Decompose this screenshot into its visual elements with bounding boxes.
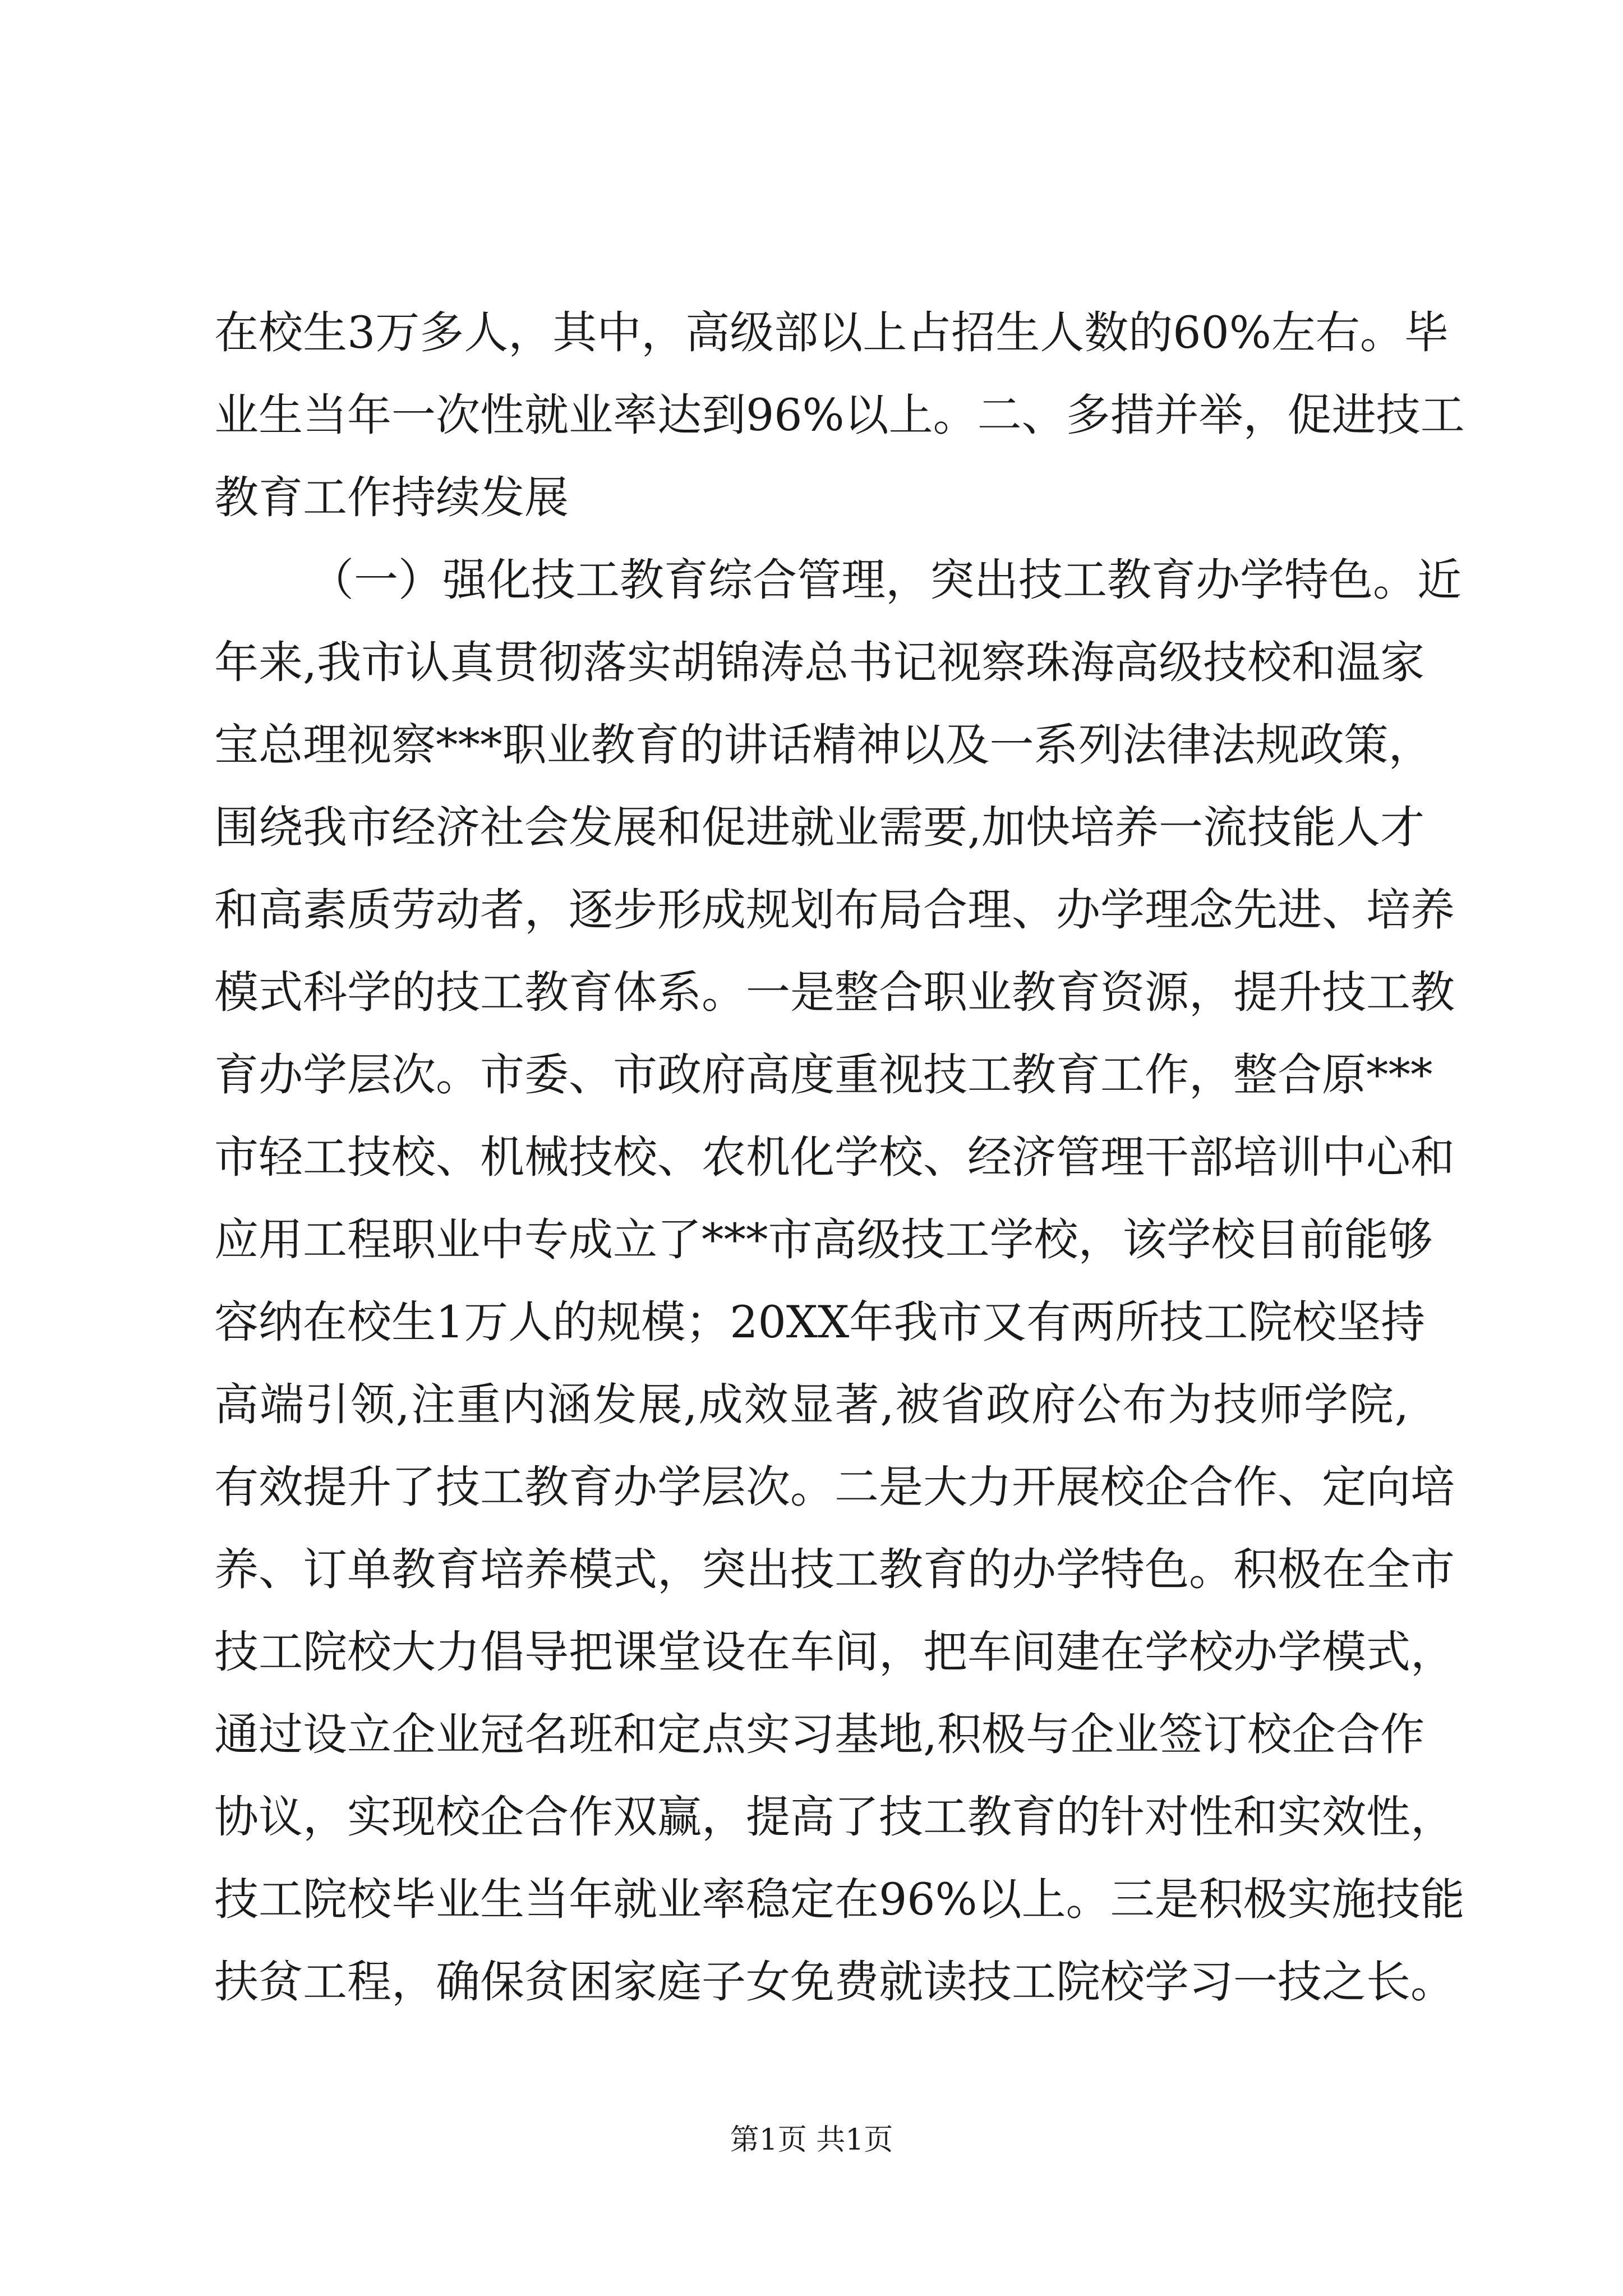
text-line: 育办学层次。市委、市政府高度重视技工教育工作，整合原*** (214, 1049, 1433, 1101)
text-line: 技工院校大力倡导把课堂设在车间，把车间建在学校办学模式， (214, 1626, 1455, 1678)
text-line: 围绕我市经济社会发展和促进就业需要,加快培养一流技能人才 (214, 802, 1425, 853)
page-footer: 第1页 共1页 (730, 2123, 893, 2157)
text-line: 通过设立企业冠名班和定点实习基地,积极与企业签订校企合作 (214, 1709, 1425, 1760)
text-line: 业生当年一次性就业率达到96%以上。二、多措并举，促进技工 (214, 389, 1465, 441)
text-line: 在校生3万多人，其中，高级部以上占招生人数的60%左右。毕 (214, 307, 1449, 358)
text-line: 和高素质劳动者，逐步形成规划布局合理、办学理念先进、培养 (214, 884, 1455, 936)
text-line: 教育工作持续发展 (214, 472, 569, 523)
text-line: （一）强化技工教育综合管理，突出技工教育办学特色。近 (310, 554, 1461, 606)
text-line: 高端引领,注重内涵发展,成效显著,被省政府公布为技师学院, (214, 1379, 1409, 1430)
text-line: 养、订单教育培养模式，突出技工教育的办学特色。积极在全市 (214, 1544, 1455, 1595)
text-line: 技工院校毕业生当年就业率稳定在96%以上。三是积极实施技能 (214, 1874, 1465, 1925)
body-text (214, 292, 1465, 2023)
text-line: 协议，实现校企合作双赢，提高了技工教育的针对性和实效性， (214, 1791, 1455, 1843)
text-line: 应用工程职业中专成立了***市高级技工学校，该学校目前能够 (214, 1214, 1433, 1266)
text-line: 有效提升了技工教育办学层次。二是大力开展校企合作、定向培 (214, 1461, 1455, 1513)
text-line: 年来,我市认真贯彻落实胡锦涛总书记视察珠海高级技校和温家 (214, 637, 1425, 688)
text-line: 容纳在校生1万人的规模；20XX年我市又有两所技工院校坚持 (214, 1296, 1426, 1348)
text-line: 扶贫工程，确保贫困家庭子女免费就读技工院校学习一技之长。 (214, 1956, 1455, 2008)
text-line: 宝总理视察***职业教育的讲话精神以及一系列法律法规政策， (214, 719, 1433, 771)
text-line: 市轻工技校、机械技校、农机化学校、经济管理干部培训中心和 (214, 1131, 1455, 1183)
text-line: 模式科学的技工教育体系。一是整合职业教育资源，提升技工教 (214, 967, 1455, 1018)
